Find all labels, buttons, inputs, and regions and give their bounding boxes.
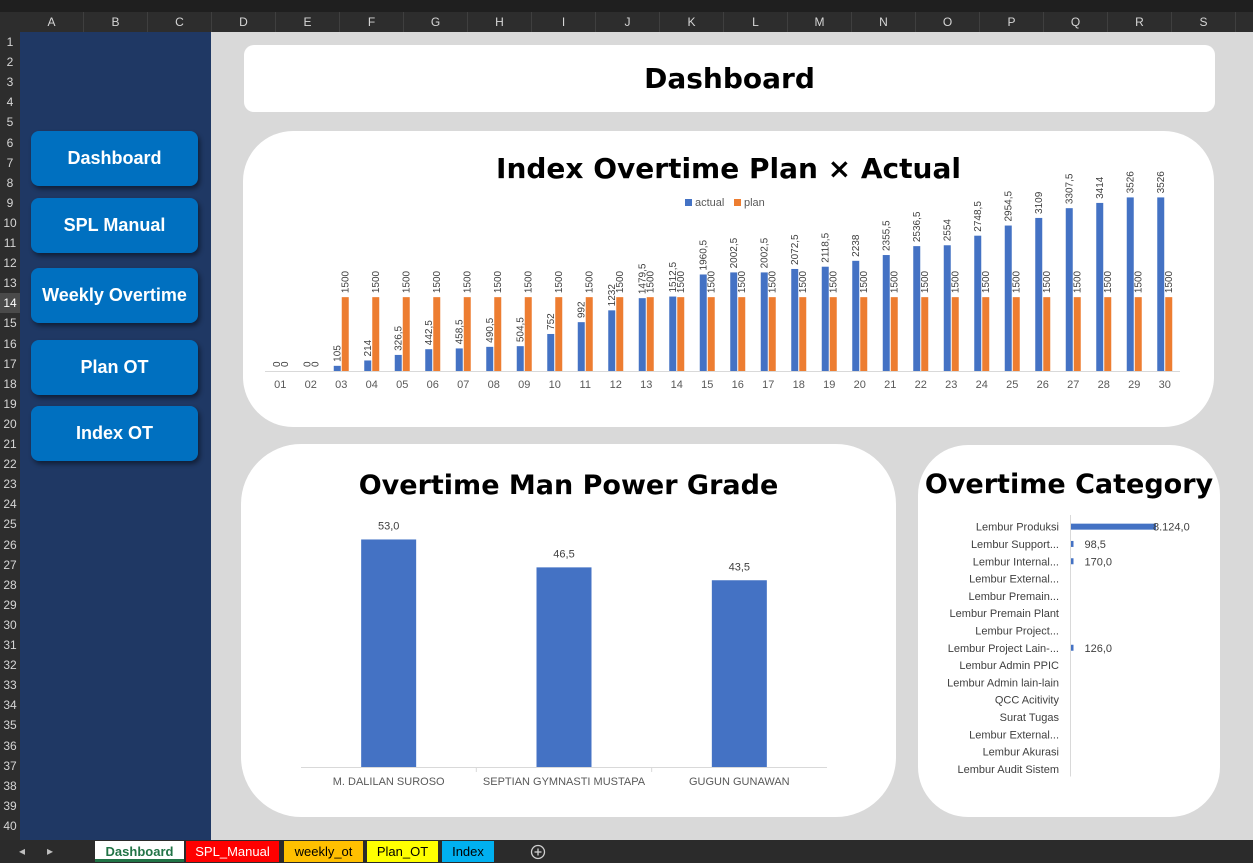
plan-data-label: 1500 [401, 270, 413, 294]
row-header[interactable]: 6 [6, 135, 14, 150]
category-label: Lembur External... [969, 573, 1059, 586]
legend-label-plan: plan [744, 197, 765, 209]
row-header[interactable]: 30 [3, 617, 17, 632]
x-tick-label: 18 [792, 379, 805, 391]
category-label: Lembur Premain... [968, 590, 1059, 603]
plan-data-label: 1500 [767, 270, 779, 294]
column-header[interactable]: A [20, 12, 84, 32]
x-tick-label: 17 [762, 379, 775, 391]
plan-bar [708, 297, 715, 371]
plan-bar [1043, 297, 1050, 371]
category-data-label: 170,0 [1084, 556, 1113, 569]
column-header[interactable]: N [852, 12, 916, 32]
plan-data-label: 1500 [523, 270, 535, 294]
x-tick-label: 15 [701, 379, 714, 391]
category-bar [1071, 541, 1074, 547]
row-header[interactable]: 9 [6, 195, 14, 210]
x-tick-label: 24 [975, 379, 988, 391]
x-tick-label: M. DALILAN SUROSO [332, 776, 445, 788]
actual-bar [974, 236, 981, 371]
plan-data-label: 1500 [676, 270, 688, 294]
plan-data-label: 1500 [493, 270, 505, 294]
column-header[interactable]: P [980, 12, 1044, 32]
row-header[interactable]: 25 [3, 517, 17, 532]
plan-data-label: 1500 [1164, 270, 1176, 294]
grade-data-label: 43,5 [728, 561, 751, 574]
plan-bar [1013, 297, 1020, 371]
plan-data-label: 1500 [615, 270, 627, 294]
actual-data-label: 2355,5 [881, 220, 893, 252]
row-header[interactable]: 12 [3, 256, 17, 271]
nav-button-spl-manual[interactable]: SPL Manual [31, 198, 198, 253]
actual-data-label: 2954,5 [1003, 190, 1015, 222]
plan-data-label: 1500 [859, 270, 871, 294]
actual-bar [364, 360, 371, 371]
chevron-left-icon[interactable]: ◂ [19, 844, 26, 858]
actual-data-label: 0 [271, 361, 283, 367]
row-header[interactable]: 27 [3, 557, 17, 572]
column-header[interactable]: E [276, 12, 340, 32]
x-tick-label: 28 [1097, 379, 1110, 391]
actual-data-label: 1479,5 [637, 263, 649, 295]
actual-data-label: 3414 [1095, 176, 1107, 199]
plan-data-label: 1500 [889, 270, 901, 294]
plan-data-label: 1500 [645, 270, 657, 294]
sidebar [20, 32, 211, 840]
actual-bar [486, 347, 493, 371]
row-header[interactable]: 21 [3, 437, 17, 451]
plan-data-label: 0 [310, 361, 322, 367]
row-header[interactable]: 38 [3, 778, 17, 793]
category-label: Lembur Produksi [975, 521, 1059, 534]
x-tick-label: 23 [945, 379, 958, 391]
plan-data-label: 1500 [1103, 270, 1115, 294]
row-header[interactable]: 35 [3, 718, 17, 733]
plan-bar [830, 297, 837, 371]
column-header[interactable]: I [532, 12, 596, 32]
category-label: Lembur Internal... [972, 556, 1059, 569]
actual-bar [1157, 197, 1164, 371]
actual-data-label: 752 [546, 313, 558, 330]
column-header[interactable]: B [84, 12, 148, 32]
nav-button-weekly-overtime[interactable]: Weekly Overtime [31, 268, 198, 323]
category-bar [1071, 524, 1156, 530]
column-header[interactable]: G [404, 12, 468, 32]
actual-data-label: 2002,5 [759, 237, 771, 269]
grade-bar [537, 567, 592, 767]
x-tick-label: 13 [640, 379, 653, 391]
row-header[interactable]: 20 [3, 416, 17, 431]
plan-data-label: 1500 [828, 270, 840, 294]
row-header[interactable]: 26 [3, 537, 17, 552]
x-tick-label: 14 [670, 379, 683, 391]
actual-bar [639, 298, 646, 371]
plan-bar [799, 297, 806, 371]
x-tick-label: 16 [731, 379, 744, 391]
plan-bar [647, 297, 654, 371]
actual-bar [1035, 218, 1042, 371]
sheet-tab-bar [0, 840, 1253, 863]
row-header[interactable]: 15 [3, 316, 17, 331]
category-chart-card[interactable] [918, 445, 1220, 817]
actual-bar [1066, 208, 1073, 371]
actual-data-label: 1960,5 [698, 239, 710, 271]
actual-data-label: 326,5 [393, 325, 405, 351]
actual-data-label: 490,5 [485, 317, 497, 343]
plan-bar [982, 297, 989, 371]
row-header[interactable]: 16 [3, 336, 17, 351]
index-chart [243, 131, 1214, 427]
grade-data-label: 46,5 [553, 548, 575, 561]
actual-data-label: 2554 [942, 219, 954, 242]
x-tick-label: 03 [335, 379, 348, 391]
actual-bar [517, 346, 524, 371]
plan-bar [952, 297, 959, 371]
actual-bar [852, 261, 859, 371]
row-header[interactable]: 39 [3, 798, 17, 813]
nav-button-dashboard[interactable]: Dashboard [31, 131, 198, 186]
grade-data-label: 53,0 [377, 520, 400, 533]
actual-data-label: 2748,5 [973, 201, 985, 232]
plan-data-label: 1500 [950, 270, 962, 294]
category-label: Lembur Support... [970, 538, 1059, 551]
category-label: Lembur Audit Sistem [957, 763, 1059, 776]
category-data-label: 98,5 [1084, 538, 1106, 551]
plan-data-label: 1500 [1011, 270, 1023, 294]
actual-bar [944, 245, 951, 371]
plan-bar [1074, 297, 1081, 371]
actual-bar [425, 349, 432, 371]
page-title: Dashboard [244, 45, 1215, 112]
plan-data-label: 1500 [340, 270, 352, 294]
category-label: Surat Tugas [999, 711, 1059, 724]
plan-bar [921, 297, 928, 371]
row-header[interactable]: 1 [6, 35, 14, 49]
actual-bar [334, 366, 341, 371]
actual-bar [1005, 226, 1012, 371]
row-header[interactable]: 4 [6, 95, 14, 110]
legend-swatch-actual [685, 199, 692, 206]
category-label: Lembur Admin PPIC [959, 660, 1059, 673]
x-tick-label: 01 [274, 379, 287, 391]
grade-chart [241, 444, 896, 817]
sheet-tab-plan-ot[interactable]: Plan_OT [367, 841, 438, 862]
plan-data-label: 1500 [798, 270, 810, 294]
row-header[interactable]: 28 [3, 577, 17, 592]
actual-bar [547, 334, 554, 371]
plan-bar [616, 297, 623, 371]
actual-data-label: 1232 [607, 284, 619, 307]
plan-bar [555, 297, 562, 371]
x-tick-label: 22 [914, 379, 927, 391]
nav-button-plan-ot[interactable]: Plan OT [31, 340, 198, 395]
plan-bar [769, 297, 776, 371]
x-tick-label: 09 [518, 379, 531, 391]
column-headers [0, 12, 1253, 33]
chevron-right-icon[interactable]: ▸ [47, 844, 54, 858]
row-header[interactable]: 7 [6, 155, 14, 170]
actual-data-label: 2536,5 [912, 211, 924, 243]
grade-bar [361, 539, 416, 767]
row-header[interactable]: 36 [3, 738, 17, 753]
x-tick-label: 10 [548, 379, 561, 391]
actual-data-label: 3526 [1125, 171, 1137, 194]
plan-bar [1165, 297, 1172, 371]
row-header[interactable]: 14 [0, 293, 20, 313]
category-bar [1071, 645, 1074, 651]
actual-data-label: 3307,5 [1064, 173, 1076, 205]
actual-bar [761, 272, 768, 371]
sheet-tab-dashboard[interactable]: Dashboard [95, 841, 184, 862]
plan-data-label: 1500 [737, 270, 749, 294]
actual-data-label: 105 [332, 345, 344, 362]
category-label: Lembur External... [969, 729, 1059, 742]
plan-bar [677, 297, 684, 371]
column-header[interactable]: F [340, 12, 404, 32]
actual-data-label: 2072,5 [790, 234, 802, 265]
row-headers [0, 32, 21, 840]
plan-data-label: 1500 [1072, 270, 1084, 294]
row-header[interactable]: 32 [3, 658, 17, 673]
x-tick-label: 02 [304, 379, 317, 391]
plan-bar [891, 297, 898, 371]
actual-bar [700, 274, 707, 371]
index-chart-card[interactable] [243, 131, 1214, 427]
column-header[interactable]: C [148, 12, 212, 32]
actual-data-label: 3526 [1156, 171, 1168, 194]
plan-data-label: 0 [279, 361, 291, 367]
row-header[interactable]: 2 [6, 55, 14, 70]
actual-bar [578, 322, 585, 371]
plan-data-label: 1500 [981, 270, 993, 294]
category-label: Lembur Project... [975, 625, 1059, 638]
category-label: Lembur Premain Plant [949, 608, 1059, 621]
actual-bar [395, 355, 402, 371]
row-header[interactable]: 40 [3, 818, 17, 833]
x-tick-label: 05 [396, 379, 409, 391]
plan-bar [738, 297, 745, 371]
actual-data-label: 458,5 [454, 319, 466, 345]
column-header[interactable]: D [212, 12, 276, 32]
grade-chart-title: Overtime Man Power Grade [358, 470, 779, 501]
row-header[interactable]: 34 [3, 698, 17, 713]
plan-data-label: 1500 [706, 270, 718, 294]
plan-bar [1135, 297, 1142, 371]
actual-data-label: 442,5 [424, 320, 436, 346]
x-tick-label: 27 [1067, 379, 1080, 391]
row-header[interactable]: 23 [3, 477, 17, 492]
add-sheet-icon[interactable] [530, 844, 546, 860]
x-tick-label: GUGUN GUNAWAN [689, 776, 790, 788]
actual-bar [822, 267, 829, 371]
actual-bar [608, 310, 615, 371]
row-header[interactable]: 19 [3, 396, 17, 411]
actual-bar [883, 255, 890, 371]
index-chart-title: Index Overtime Plan × Actual [496, 152, 961, 185]
row-header[interactable]: 29 [3, 597, 17, 612]
plan-bar [1104, 297, 1111, 371]
category-chart [918, 445, 1220, 817]
plan-data-label: 1500 [462, 270, 474, 294]
nav-button-index-ot[interactable]: Index OT [31, 406, 198, 461]
legend-swatch-plan [734, 199, 741, 206]
actual-data-label: 2118,5 [820, 232, 832, 263]
worksheet-area [20, 32, 1253, 840]
plan-data-label: 1500 [1133, 270, 1145, 294]
category-label: QCC Acitivity [994, 694, 1059, 707]
actual-bar [1096, 203, 1103, 371]
column-header[interactable]: R [1108, 12, 1172, 32]
column-header[interactable]: L [724, 12, 788, 32]
category-label: Lembur Project Lain-... [947, 642, 1059, 655]
plan-data-label: 1500 [920, 270, 932, 294]
x-tick-label: 12 [609, 379, 622, 391]
row-header[interactable]: 5 [6, 115, 14, 130]
category-chart-title: Overtime Category [924, 469, 1214, 500]
row-header[interactable]: 3 [6, 75, 14, 90]
row-header[interactable]: 11 [3, 236, 17, 250]
actual-bar [456, 348, 463, 371]
column-header[interactable]: H [468, 12, 532, 32]
category-data-label: 126,0 [1084, 642, 1113, 655]
row-header[interactable]: 31 [3, 638, 17, 652]
x-tick-label: 25 [1006, 379, 1019, 391]
row-header[interactable]: 17 [3, 356, 17, 371]
x-tick-label: 04 [365, 379, 378, 391]
actual-data-label: 2238 [851, 234, 863, 257]
plan-data-label: 1500 [1042, 270, 1054, 294]
row-header[interactable]: 8 [6, 175, 14, 190]
x-tick-label: 26 [1036, 379, 1049, 391]
row-header[interactable]: 22 [3, 457, 17, 472]
actual-data-label: 214 [363, 339, 375, 357]
plan-data-label: 1500 [584, 270, 596, 294]
plan-bar [860, 297, 867, 371]
x-tick-label: 21 [884, 379, 897, 391]
sheet-tab-index[interactable]: Index [442, 841, 494, 862]
column-header[interactable]: J [596, 12, 660, 32]
actual-data-label: 3109 [1034, 191, 1046, 214]
x-tick-label: 11 [579, 379, 591, 391]
category-label: Lembur Akurasi [982, 746, 1059, 759]
actual-bar [1127, 197, 1134, 371]
column-header[interactable]: K [660, 12, 724, 32]
sheet-tab-weekly-ot[interactable]: weekly_ot [284, 841, 363, 862]
row-header[interactable]: 18 [3, 376, 17, 391]
actual-bar [730, 272, 737, 371]
row-header[interactable]: 33 [3, 678, 17, 693]
legend-label-actual: actual [695, 197, 725, 209]
x-tick-label: 07 [457, 379, 470, 391]
category-label: Lembur Admin lain-lain [947, 677, 1059, 690]
window-top-bar [0, 0, 1253, 12]
column-header[interactable]: Q [1044, 12, 1108, 32]
column-header[interactable]: S [1172, 12, 1236, 32]
actual-data-label: 0 [302, 361, 314, 367]
row-header[interactable]: 37 [3, 758, 17, 773]
grade-chart-card[interactable] [241, 444, 896, 817]
sheet-tab-spl-manual[interactable]: SPL_Manual [186, 841, 279, 862]
actual-data-label: 1512,5 [668, 261, 680, 293]
plan-data-label: 1500 [432, 270, 444, 294]
plan-data-label: 1500 [554, 270, 566, 294]
x-tick-label: 29 [1128, 379, 1141, 391]
row-header[interactable]: 24 [3, 497, 17, 512]
actual-bar [913, 246, 920, 371]
x-tick-label: 20 [853, 379, 866, 391]
category-bar [1071, 558, 1074, 564]
actual-bar [791, 269, 798, 371]
row-header[interactable]: 13 [3, 276, 17, 291]
plan-data-label: 1500 [371, 270, 383, 294]
column-header[interactable]: M [788, 12, 852, 32]
column-header[interactable]: O [916, 12, 980, 32]
grade-bar [712, 580, 767, 767]
actual-data-label: 2002,5 [729, 237, 741, 269]
plan-bar [372, 297, 379, 371]
actual-data-label: 992 [576, 301, 588, 319]
x-tick-label: 19 [823, 379, 836, 391]
actual-data-label: 504,5 [515, 317, 527, 343]
x-tick-label: 30 [1158, 379, 1171, 391]
x-tick-label: 08 [487, 379, 500, 391]
actual-bar [669, 297, 676, 371]
row-header[interactable]: 10 [3, 215, 17, 230]
x-tick-label: SEPTIAN GYMNASTI MUSTAPA [482, 776, 646, 788]
x-tick-label: 06 [426, 379, 439, 391]
category-data-label: 8.124,0 [1153, 521, 1190, 534]
